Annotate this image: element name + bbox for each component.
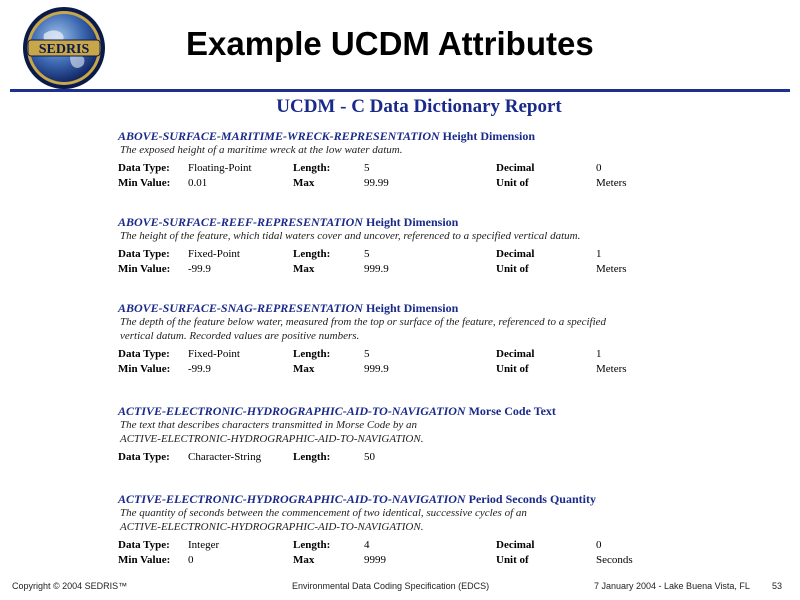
description-line: ACTIVE-ELECTRONIC-HYDROGRAPHIC-AID-TO-NAVIGATION. xyxy=(120,433,424,445)
max-value: 999.9 xyxy=(364,363,389,375)
attribute-row xyxy=(118,176,778,191)
slide-title: Example UCDM Attributes xyxy=(186,25,594,62)
max-label: Max xyxy=(293,263,315,275)
min-value-label: Min Value: xyxy=(118,554,171,566)
sedris-logo xyxy=(22,6,106,90)
attribute-row xyxy=(118,247,778,262)
data-type-value: Integer xyxy=(188,539,220,551)
dictionary-entry xyxy=(118,492,778,568)
logo-text: SEDRIS xyxy=(38,42,90,57)
description-line: The text that describes characters transmitted in Morse Code by an xyxy=(120,419,417,431)
decimal-value: 0 xyxy=(596,539,602,551)
length-value: 4 xyxy=(364,539,370,551)
data-type-value: Fixed-Point xyxy=(188,348,240,360)
max-label: Max xyxy=(293,177,315,189)
unit-label: Unit of xyxy=(496,363,529,375)
entry-kind: Height Dimension xyxy=(365,215,459,229)
description-line: The depth of the feature below water, measured from the top or surface of the feature, referenced to a specified xyxy=(120,316,607,328)
entry-name: ABOVE-SURFACE-MARITIME-WRECK-REPRESENTATION xyxy=(118,129,440,143)
attribute-row xyxy=(118,161,778,176)
attribute-row xyxy=(118,450,778,465)
entry-name: ACTIVE-ELECTRONIC-HYDROGRAPHIC-AID-TO-NAVIGATION xyxy=(118,404,466,418)
entry-description xyxy=(118,229,778,243)
description-line: vertical datum. Recorded values are positive numbers. xyxy=(120,330,360,342)
max-label: Max xyxy=(293,363,315,375)
attribute-row xyxy=(118,262,778,277)
attribute-row xyxy=(118,362,778,377)
data-type-label: Data Type: xyxy=(118,348,170,360)
title-divider xyxy=(10,89,790,92)
entry-heading xyxy=(118,301,778,315)
decimal-value: 1 xyxy=(596,348,602,360)
entry-kind: Morse Code Text xyxy=(468,404,556,418)
min-value: 0.01 xyxy=(188,177,208,189)
entry-name: ABOVE-SURFACE-REEF-REPRESENTATION xyxy=(118,215,363,229)
entry-kind: Period Seconds Quantity xyxy=(468,492,596,506)
unit-label: Unit of xyxy=(496,263,529,275)
entry-description xyxy=(118,315,778,343)
entry-heading xyxy=(118,215,778,229)
max-label: Max xyxy=(293,554,315,566)
data-type-value: Fixed-Point xyxy=(188,248,240,260)
unit-label: Unit of xyxy=(496,554,529,566)
data-type-label: Data Type: xyxy=(118,539,170,551)
decimal-label: Decimal xyxy=(496,248,535,260)
min-value: 0 xyxy=(188,554,194,566)
unit-value: Meters xyxy=(596,177,627,189)
footer-document-title: Environmental Data Coding Specification (EDCS) xyxy=(292,581,490,591)
max-value: 999.9 xyxy=(364,263,389,275)
min-value-label: Min Value: xyxy=(118,177,171,189)
entry-heading xyxy=(118,492,778,506)
dictionary-entry xyxy=(118,404,778,465)
footer-date-location: 7 January 2004 - Lake Buena Vista, FL xyxy=(594,581,750,591)
entry-description xyxy=(118,418,778,446)
unit-label: Unit of xyxy=(496,177,529,189)
length-value: 5 xyxy=(364,162,370,174)
decimal-label: Decimal xyxy=(496,348,535,360)
data-type-label: Data Type: xyxy=(118,451,170,463)
attribute-row xyxy=(118,538,778,553)
description-line: ACTIVE-ELECTRONIC-HYDROGRAPHIC-AID-TO-NAVIGATION. xyxy=(120,521,424,533)
min-value: -99.9 xyxy=(188,263,211,275)
entry-heading xyxy=(118,129,778,143)
attribute-row xyxy=(118,553,778,568)
entry-description xyxy=(118,506,778,534)
description-line: The quantity of seconds between the commencement of two identical, successive cycles of an xyxy=(120,507,527,519)
description-line: The height of the feature, which tidal waters cover and uncover, referenced to a specified vertical datum. xyxy=(120,230,581,242)
length-label: Length: xyxy=(293,162,331,174)
decimal-value: 1 xyxy=(596,248,602,260)
length-label: Length: xyxy=(293,539,331,551)
entry-name: ABOVE-SURFACE-SNAG-REPRESENTATION xyxy=(118,301,363,315)
unit-value: Meters xyxy=(596,263,627,275)
length-label: Length: xyxy=(293,451,331,463)
entry-heading xyxy=(118,404,778,418)
decimal-value: 0 xyxy=(596,162,602,174)
unit-value: Seconds xyxy=(596,554,633,566)
min-value-label: Min Value: xyxy=(118,263,171,275)
length-value: 50 xyxy=(364,451,375,463)
length-value: 5 xyxy=(364,248,370,260)
max-value: 99.99 xyxy=(364,177,389,189)
min-value: -99.9 xyxy=(188,363,211,375)
dictionary-entry xyxy=(118,129,778,191)
entry-description xyxy=(118,143,778,157)
page-number: 53 xyxy=(772,581,783,591)
dictionary-entry xyxy=(118,301,778,377)
data-type-label: Data Type: xyxy=(118,162,170,174)
entry-kind: Height Dimension xyxy=(442,129,536,143)
length-label: Length: xyxy=(293,248,331,260)
entry-kind: Height Dimension xyxy=(365,301,459,315)
data-type-value: Character-String xyxy=(188,451,262,463)
min-value-label: Min Value: xyxy=(118,363,171,375)
decimal-label: Decimal xyxy=(496,539,535,551)
footer-copyright: Copyright © 2004 SEDRIS™ xyxy=(12,581,128,591)
report-title: UCDM - C Data Dictionary Report xyxy=(276,96,562,117)
length-value: 5 xyxy=(364,348,370,360)
description-line: The exposed height of a maritime wreck at the low water datum. xyxy=(120,144,403,156)
data-type-value: Floating-Point xyxy=(188,162,252,174)
max-value: 9999 xyxy=(364,554,386,566)
unit-value: Meters xyxy=(596,363,627,375)
decimal-label: Decimal xyxy=(496,162,535,174)
dictionary-entry xyxy=(118,215,778,277)
length-label: Length: xyxy=(293,348,331,360)
attribute-row xyxy=(118,347,778,362)
entry-name: ACTIVE-ELECTRONIC-HYDROGRAPHIC-AID-TO-NAVIGATION xyxy=(118,492,466,506)
data-type-label: Data Type: xyxy=(118,248,170,260)
